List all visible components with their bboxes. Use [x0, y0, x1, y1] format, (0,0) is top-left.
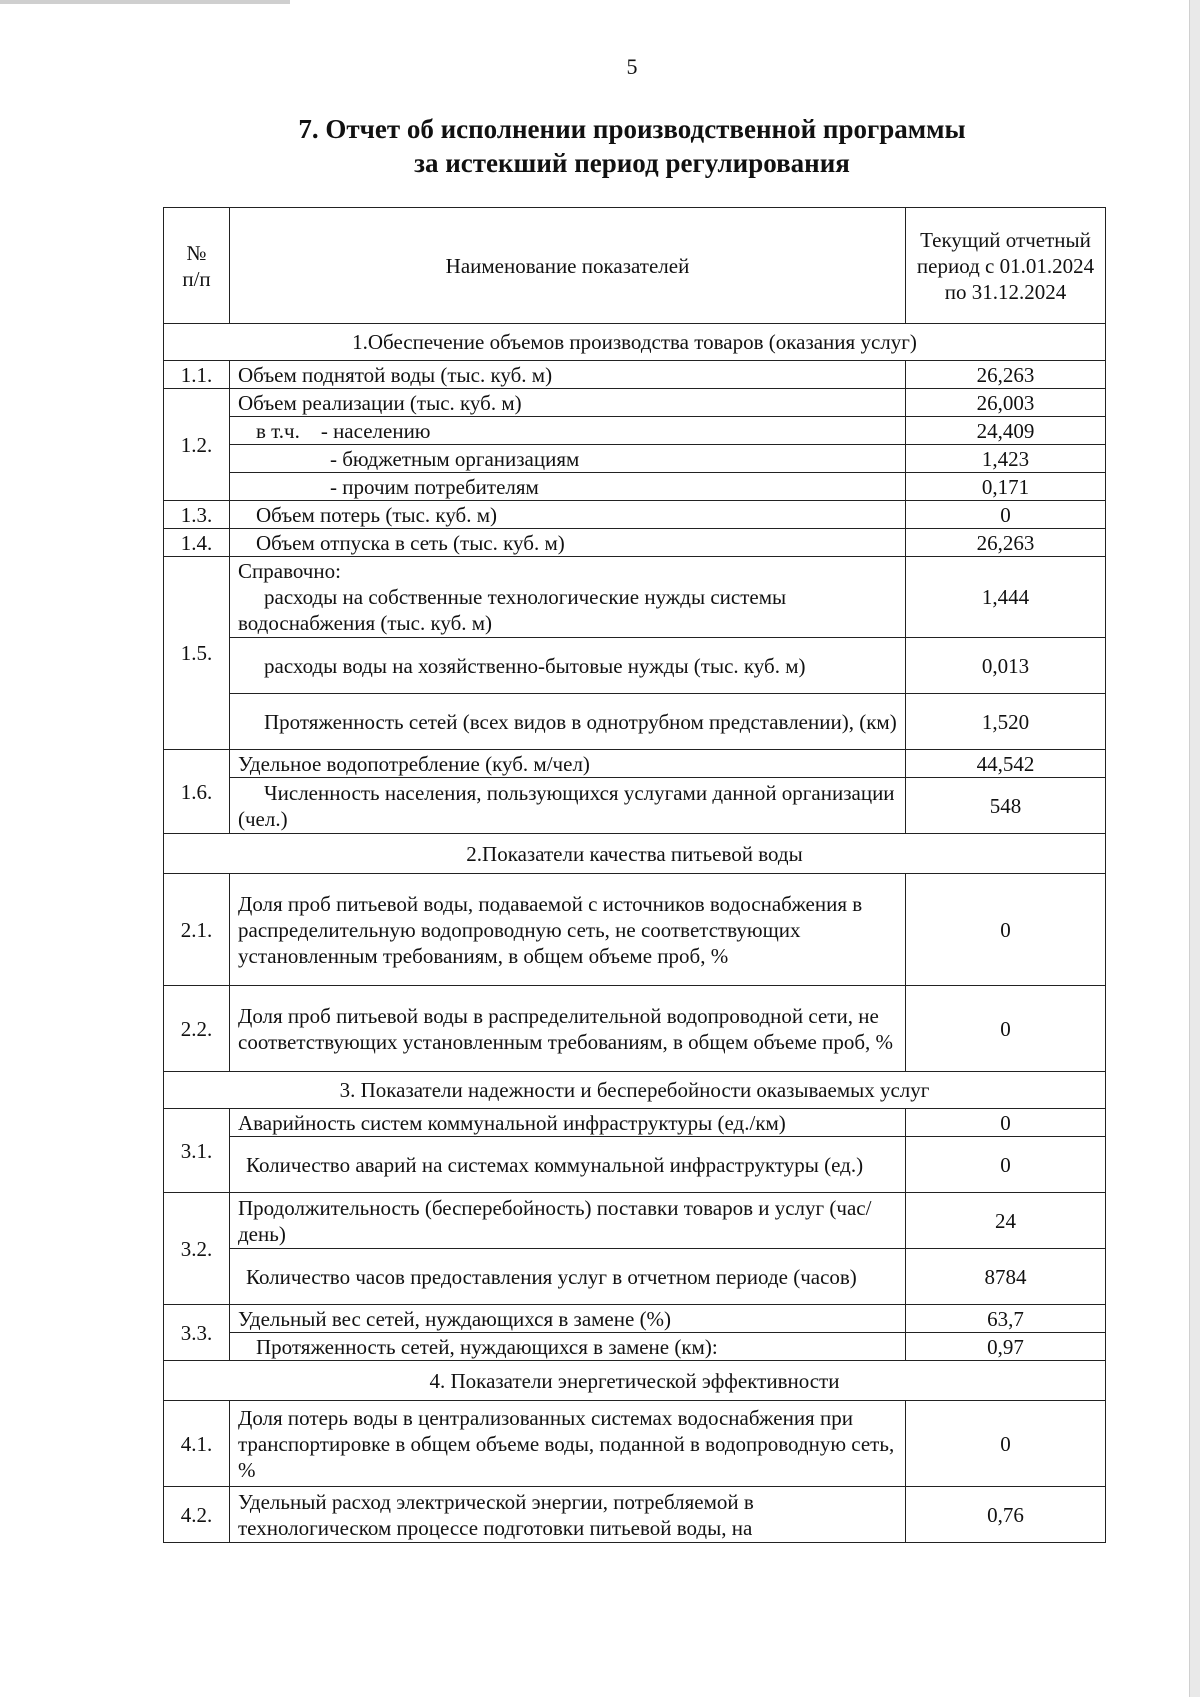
row-value: 0 [906, 874, 1106, 986]
row-name: Объем отпуска в сеть (тыс. куб. м) [230, 529, 906, 557]
row-number: 1.3. [164, 501, 230, 529]
row-number: 1.5. [164, 557, 230, 750]
row-number: 3.3. [164, 1305, 230, 1361]
table-row [164, 417, 1106, 445]
row-name: Объем реализации (тыс. куб. м) [230, 389, 906, 417]
section-row [164, 834, 1106, 874]
table-row [164, 694, 1106, 750]
table-row [164, 473, 1106, 501]
row-name: Доля проб питьевой воды, подаваемой с источников водоснабжения в распределительную водопроводную сеть, не соответствующих установленным требованиям, в общем объеме проб, % [230, 874, 906, 986]
row-name: Протяженность сетей (всех видов в однотрубном представлении), (км) [230, 694, 906, 750]
row-name: - бюджетным организациям [230, 445, 906, 473]
row-number: 1.6. [164, 750, 230, 834]
row-number: 4.2. [164, 1487, 230, 1543]
row-name-cell [230, 557, 906, 638]
row-value: 0,97 [906, 1333, 1106, 1361]
section-row [164, 324, 1106, 361]
document-title [0, 112, 1200, 180]
header-name: Наименование показателей [230, 208, 906, 324]
table-row [164, 778, 1106, 834]
row-value: 63,7 [906, 1305, 1106, 1333]
row-value: 0,76 [906, 1487, 1106, 1543]
header-num: № п/п [164, 208, 230, 324]
row-name: Аварийность систем коммунальной инфраструктуры (ед./км) [230, 1109, 906, 1137]
row-value: 0 [906, 1137, 1106, 1193]
row-number: 1.2. [164, 389, 230, 501]
row-name: Продолжительность (бесперебойность) поставки товаров и услуг (час/день) [230, 1193, 906, 1249]
table-row [164, 1401, 1106, 1487]
table-row [164, 638, 1106, 694]
row-value: 26,003 [906, 389, 1106, 417]
scan-artifact-top [0, 0, 290, 4]
page-number: 5 [626, 54, 638, 79]
row-value: 0,013 [906, 638, 1106, 694]
section-title: 2.Показатели качества питьевой воды [164, 834, 1106, 874]
table-row [164, 445, 1106, 473]
table-row [164, 1333, 1106, 1361]
row-value: 548 [906, 778, 1106, 834]
row-name: расходы воды на хозяйственно-бытовые нужды (тыс. куб. м) [230, 638, 906, 694]
row-name: расходы на собственные технологические нужды системы водоснабжения (тыс. куб. м) [238, 585, 787, 635]
row-value: 44,542 [906, 750, 1106, 778]
row-value: 26,263 [906, 529, 1106, 557]
title-line-1: 7. Отчет об исполнении производственной программы [298, 114, 966, 144]
row-value: 0 [906, 986, 1106, 1072]
row-value: 1,444 [906, 557, 1106, 638]
report-table [163, 207, 1106, 1543]
table-row [164, 1487, 1106, 1543]
row-number: 4.1. [164, 1401, 230, 1487]
row-name: - прочим потребителям [230, 473, 906, 501]
table-row [164, 986, 1106, 1072]
row-name: Количество часов предоставления услуг в отчетном периоде (часов) [230, 1249, 906, 1305]
table-row [164, 361, 1106, 389]
section-title: 3. Показатели надежности и бесперебойности оказываемых услуг [164, 1072, 1106, 1109]
row-name: Удельный вес сетей, нуждающихся в замене (%) [230, 1305, 906, 1333]
table-row [164, 1193, 1106, 1249]
row-name: Доля потерь воды в централизованных системах водоснабжения при транспортировке в общем объеме воды, поданной в водопроводную сеть, % [230, 1401, 906, 1487]
row-number: 2.2. [164, 986, 230, 1072]
row-value: 26,263 [906, 361, 1106, 389]
row-value: 0 [906, 501, 1106, 529]
row-value: 24 [906, 1193, 1106, 1249]
table-row [164, 389, 1106, 417]
row-value: 0 [906, 1401, 1106, 1487]
table-row [164, 750, 1106, 778]
scan-artifact-edge [1189, 0, 1200, 1697]
row-number: 2.1. [164, 874, 230, 986]
row-value: 1,520 [906, 694, 1106, 750]
row-number: 1.1. [164, 361, 230, 389]
row-name: в т.ч. - населению [230, 417, 906, 445]
row-number: 3.2. [164, 1193, 230, 1305]
table-row [164, 1305, 1106, 1333]
row-value: 0 [906, 1109, 1106, 1137]
title-line-2: за истекший период регулирования [414, 148, 850, 178]
row-name: Объем поднятой воды (тыс. куб. м) [230, 361, 906, 389]
header-period: Текущий отчетный период с 01.01.2024 по 31.12.2024 [906, 208, 1106, 324]
table-row [164, 1109, 1106, 1137]
reference-heading: Справочно: [238, 559, 341, 583]
table-row [164, 874, 1106, 986]
row-name: Доля проб питьевой воды в распределительной водопроводной сети, не соответствующих установленным требованиям, в общем объеме проб, % [230, 986, 906, 1072]
row-number: 1.4. [164, 529, 230, 557]
table-row [164, 1137, 1106, 1193]
header-row [164, 208, 1106, 324]
row-name: Объем потерь (тыс. куб. м) [230, 501, 906, 529]
row-value: 1,423 [906, 445, 1106, 473]
row-name: Численность населения, пользующихся услугами данной организации (чел.) [230, 778, 906, 834]
table-row [164, 529, 1106, 557]
section-title: 1.Обеспечение объемов производства товаров (оказания услуг) [164, 324, 1106, 361]
section-title: 4. Показатели энергетической эффективности [164, 1361, 1106, 1401]
row-name: Удельный расход электрической энергии, потребляемой в технологическом процессе подготовки питьевой воды, на [230, 1487, 906, 1543]
row-value: 0,171 [906, 473, 1106, 501]
section-row [164, 1361, 1106, 1401]
table-row [164, 501, 1106, 529]
row-name: Количество аварий на системах коммунальной инфраструктуры (ед.) [230, 1137, 906, 1193]
row-name: Удельное водопотребление (куб. м/чел) [230, 750, 906, 778]
row-name: Протяженность сетей, нуждающихся в замене (км): [230, 1333, 906, 1361]
row-value: 8784 [906, 1249, 1106, 1305]
table-row [164, 557, 1106, 638]
row-number: 3.1. [164, 1109, 230, 1193]
section-row [164, 1072, 1106, 1109]
table-row [164, 1249, 1106, 1305]
row-value: 24,409 [906, 417, 1106, 445]
